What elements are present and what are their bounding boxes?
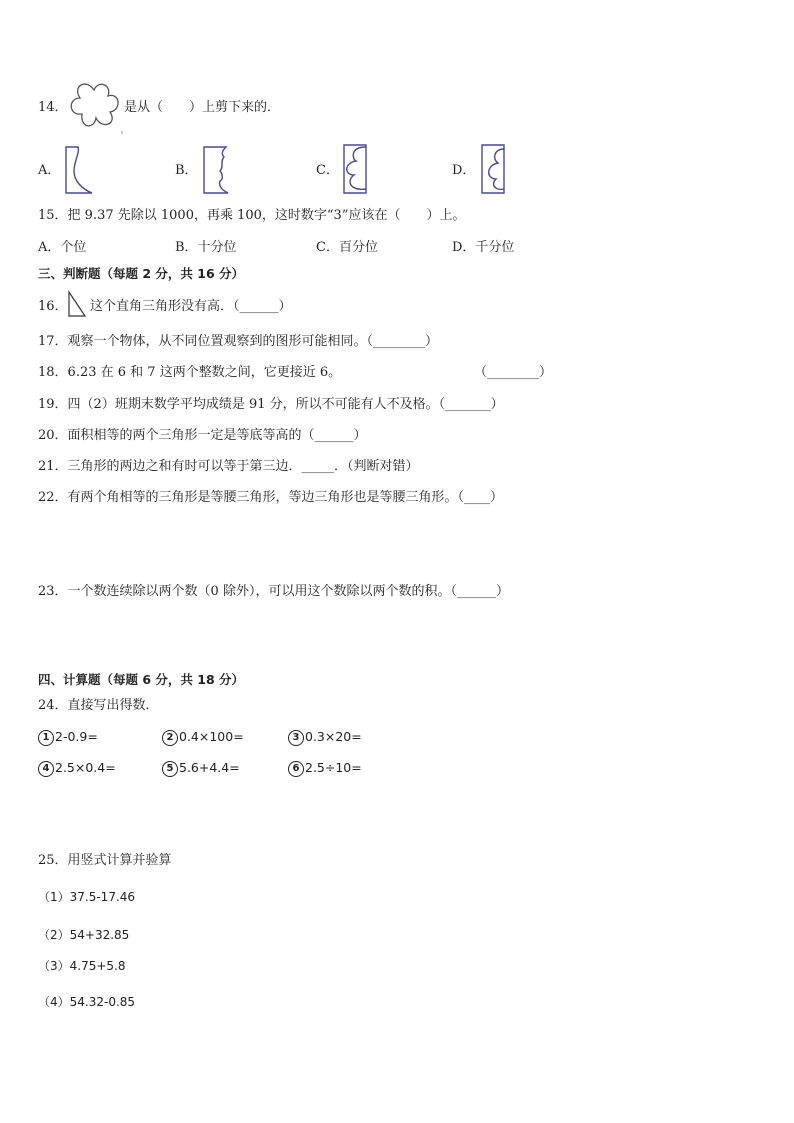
q14-option-d-label[interactable]: D． bbox=[452, 163, 476, 178]
q14-option-a-label[interactable]: A． bbox=[38, 163, 61, 178]
q25-item-2: （2）54+32.85 bbox=[38, 928, 130, 942]
right-triangle-icon bbox=[67, 290, 87, 318]
q17-text: 17．观察一个物体，从不同位置观察到的图形可能相同。（________） bbox=[38, 334, 439, 349]
q18-text: 18．6.23 在 6 和 7 这两个整数之间，它更接近 6。 bbox=[38, 365, 342, 380]
q24-expression: 0.4×100= bbox=[179, 729, 244, 744]
q24-item-6 bbox=[288, 759, 362, 777]
circled-number: 1 bbox=[38, 730, 54, 746]
q20-text: 20．面积相等的两个三角形一定是等底等高的（______） bbox=[38, 428, 367, 443]
circled-number: 2 bbox=[162, 730, 178, 746]
q16-number: 16． bbox=[38, 299, 68, 314]
q25-item-1: （1）37.5-17.46 bbox=[38, 890, 136, 904]
option-c-paper-icon bbox=[340, 143, 370, 195]
q24-expression: 5.6+4.4= bbox=[179, 760, 240, 775]
q21-text: 21．三角形的两边之和有时可以等于第三边．_____．（判断对错） bbox=[38, 459, 419, 474]
q15-option-b[interactable]: B．十分位 bbox=[175, 240, 237, 255]
q18-answer-blank[interactable]: （________） bbox=[474, 365, 553, 380]
q25-text: 25．用竖式计算并验算 bbox=[38, 853, 172, 868]
option-d-paper-icon bbox=[478, 143, 508, 195]
q24-text: 24．直接写出得数． bbox=[38, 698, 159, 713]
circled-number: 6 bbox=[288, 761, 304, 777]
section-3-heading: 三、判断题（每题 2 分，共 16 分） bbox=[38, 266, 245, 281]
q24-expression: 0.3×20= bbox=[305, 729, 362, 744]
q15-text: 15．把 9.37 先除以 1000，再乘 100，这时数字“3”应该在（ ）上。 bbox=[38, 208, 466, 223]
q24-expression: 2.5÷10= bbox=[305, 760, 362, 775]
q15-option-d[interactable]: D．千分位 bbox=[452, 240, 515, 255]
q24-item-4 bbox=[38, 759, 116, 777]
circled-number: 3 bbox=[288, 730, 304, 746]
q24-expression: 2-0.9= bbox=[55, 729, 98, 744]
q14-option-c-label[interactable]: C． bbox=[316, 163, 339, 178]
q24-item-3 bbox=[288, 728, 362, 746]
q24-item-5 bbox=[162, 759, 240, 777]
q25-item-3: （3）4.75+5.8 bbox=[38, 959, 126, 973]
q24-expression: 2.5×0.4= bbox=[55, 760, 116, 775]
section-4-heading: 四、计算题（每题 6 分，共 18 分） bbox=[38, 672, 245, 687]
circled-number: 4 bbox=[38, 761, 54, 777]
option-a-paper-icon bbox=[64, 145, 96, 195]
q19-text: 19．四（2）班期末数学平均成绩是 91 分，所以不可能有人不及格。（_______） bbox=[38, 397, 504, 412]
q15-option-a[interactable]: A．个位 bbox=[38, 240, 87, 255]
q14-number: 14． bbox=[38, 100, 68, 115]
q25-item-4: （4）54.32-0.85 bbox=[38, 995, 136, 1009]
q14-text: 是从（ ）上剪下来的． bbox=[124, 100, 281, 115]
q15-option-c[interactable]: C．百分位 bbox=[316, 240, 378, 255]
option-b-paper-icon bbox=[202, 145, 232, 195]
q16-text: 这个直角三角形没有高．（______） bbox=[90, 299, 292, 314]
q23-text: 23．一个数连续除以两个数（0 除外），可以用这个数除以两个数的积。（______） bbox=[38, 584, 509, 599]
circled-number: 5 bbox=[162, 761, 178, 777]
q24-item-1 bbox=[38, 728, 98, 746]
clover-shape-icon bbox=[68, 82, 120, 132]
q22-text: 22．有两个角相等的三角形是等腰三角形，等边三角形也是等腰三角形。（____） bbox=[38, 490, 504, 505]
q24-item-2 bbox=[162, 728, 244, 746]
q14-option-b-label[interactable]: B． bbox=[175, 163, 198, 178]
